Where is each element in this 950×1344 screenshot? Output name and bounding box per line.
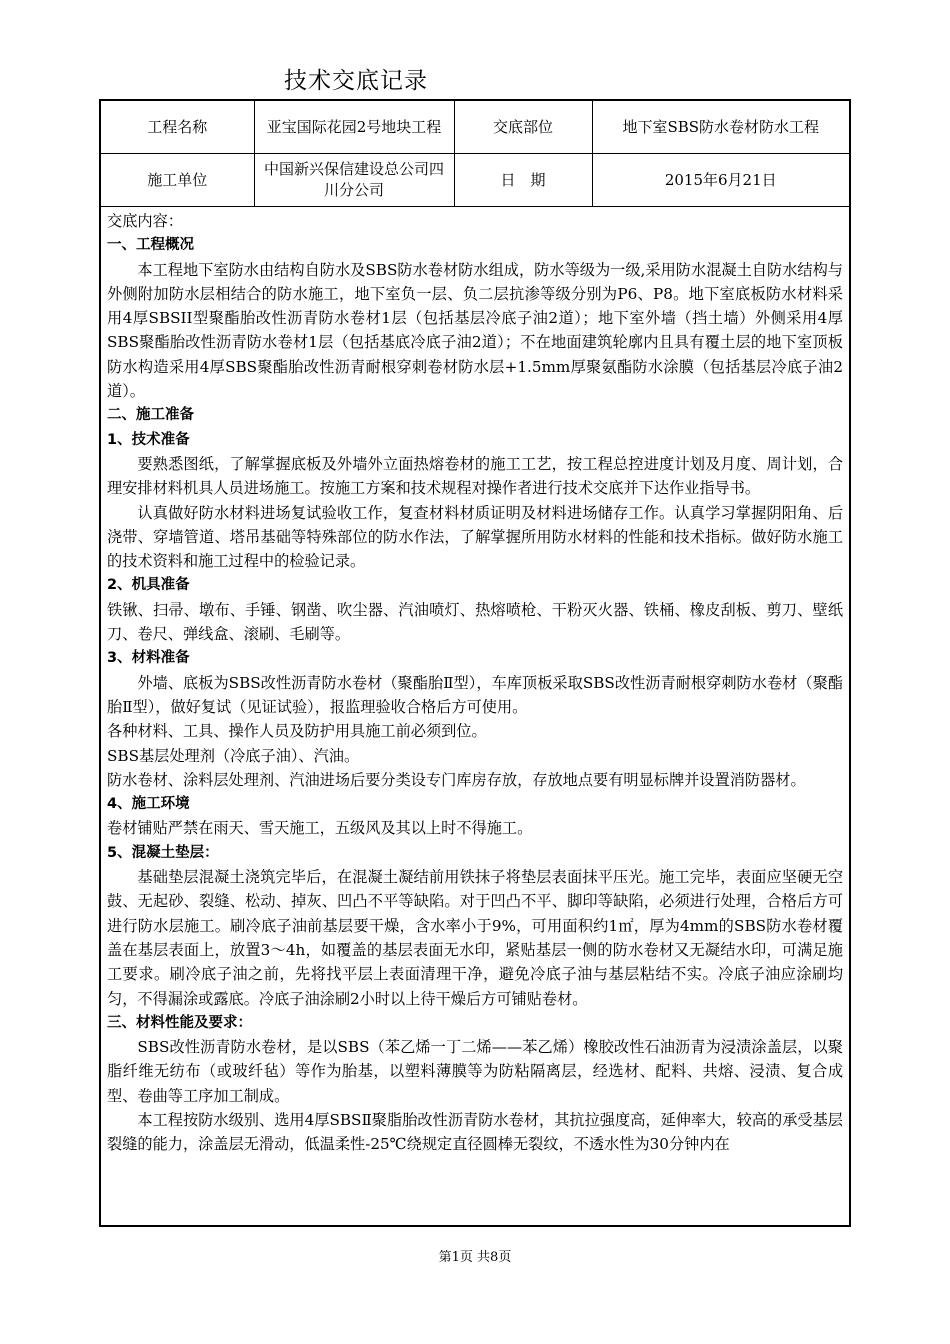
page-footer: 第1页 共8页 <box>438 1250 512 1265</box>
header-row <box>101 101 849 154</box>
paragraph: 要熟悉图纸，了解掌握底板及外墙外立面热熔卷材的施工工艺，按工程总控进度计划及月度、周计划，合理安排材料机具人员进场施工。按施工方案和技术规程对操作者进行技术交底并下达作业指导书。 <box>107 454 843 498</box>
briefing-content <box>101 207 849 1157</box>
contractor-value: 中国新兴保信建设总公司四川分公司 <box>254 154 454 207</box>
contractor-label: 施工单位 <box>101 154 254 207</box>
paragraph: 卷材铺贴严禁在雨天、雪天施工，五级风及其以上时不得施工。 <box>107 819 533 838</box>
paragraph: SBS改性沥青防水卷材，是以SBS（苯乙烯一丁二烯——苯乙烯）橡胶改性石油沥青为浸渍涂盖层，以聚脂纤维无纺布（或玻纤毡）等作为胎基，以塑料薄膜等为防粘隔离层，经选材、配料、共熔、浸渍、复合成型、卷曲等工序加工制成。 <box>107 1038 843 1105</box>
section-heading: 三、材料性能及要求： <box>107 1014 252 1031</box>
location-label: 交底部位 <box>454 101 592 154</box>
content-intro: 交底内容： <box>107 212 183 230</box>
subsection-heading: 3、材料准备 <box>107 650 190 667</box>
record-sheet <box>99 99 851 1227</box>
paragraph: 外墙、底板为SBS改性沥青防水卷材（聚酯胎Ⅱ型），车库顶板采取SBS改性沥青耐根穿刺防水卷材（聚酯胎Ⅱ型），做好复试（见证试验），报监理验收合格后方可使用。 <box>107 673 843 716</box>
paragraph: 基础垫层混凝土浇筑完毕后，在混凝土凝结前用铁抹子将垫层表面抹平压光。施工完毕，表面应坚硬无空鼓、无起砂、裂缝、松动、掉灰、凹凸不平等缺陷。对于凹凸不平、脚印等缺陷，必须进行处理，合格后方可进行防水层施工。刷冷底子油前基层要干燥，含水率小于9%，可用面积约1㎡，厚为4mm的SBS防水卷材覆盖在基层表面上，放置3～4h，如覆盖的基层表面无水印，紧贴基层一侧的防水卷材又无凝结水印，可满足施工要求。刷冷底子油之前，先将找平层上表面清理干净，避免冷底子油与基层粘结不实。冷底子油应涂刷均匀，不得漏涂或露底。冷底子油涂刷2小时以上待干燥后方可铺贴卷材。 <box>107 868 843 1008</box>
paragraph: SBS基层处理剂（冷底子油）、汽油。 <box>107 746 360 765</box>
header-table <box>101 101 849 207</box>
paragraph: 防水卷材、涂料层处理剂、汽油进场后要分类设专门库房存放，存放地点要有明显标牌并设置消防器材。 <box>107 770 806 789</box>
paragraph: 本工程地下室防水由结构自防水及SBS防水卷材防水组成，防水等级为一级,采用防水混凝土自防水结构与外侧附加防水层相结合的防水施工，地下室负一层、负二层抗渗等级分别为P6、P8。地下室底板防水材料采用4厚SBSII型聚酯胎改性沥青防水卷材1层（包括基层冷底子油2道）；地下室外墙（挡土墙）外侧采用4厚SBS聚酯胎改性沥青防水卷材1层（包括基底冷底子油2道）；不在地面建筑轮廓内且具有覆土层的地下室顶板防水构造采用4厚SBS聚酯胎改性沥青耐根穿刺卷材防水层+1.5mm厚聚氨酯防水涂膜（包括基层冷底子油2道）。 <box>107 260 843 401</box>
project-name-value: 亚宝国际花园2号地块工程 <box>254 101 454 154</box>
paragraph: 本工程按防水级别、选用4厚SBSⅡ聚脂胎改性沥青防水卷材，其抗拉强度高，延伸率大，较高的承受基层裂缝的能力，涂盖层无滑动，低温柔性-25℃绕规定直径圆棒无裂纹，不透水性为30分钟内在 <box>107 1110 843 1154</box>
section-heading: 一、工程概况 <box>107 237 194 254</box>
header-row <box>101 154 849 207</box>
date-value: 2015年6月21日 <box>592 154 849 207</box>
section-heading: 二、施工准备 <box>107 407 194 424</box>
subsection-heading: 5、混凝土垫层： <box>107 844 219 861</box>
location-value: 地下室SBS防水卷材防水工程 <box>592 101 849 154</box>
paragraph: 各种材料、工具、操作人员及防护用具施工前必须到位。 <box>107 722 487 741</box>
subsection-heading: 4、施工环境 <box>107 796 190 813</box>
date-label: 日 期 <box>454 154 592 207</box>
document-title: 技术交底记录 <box>284 68 428 94</box>
paragraph: 铁锹、扫帚、墩布、手锤、钢凿、吹尘器、汽油喷灯、热熔喷枪、干粉灭火器、铁桶、橡皮刮板、剪刀、壁纸刀、卷尺、弹线盒、滚刷、毛刷等。 <box>107 600 843 644</box>
paragraph: 认真做好防水材料进场复试验收工作，复查材料材质证明及材料进场储存工作。认真学习掌握阴阳角、后浇带、穿墙管道、塔吊基础等特殊部位的防水作法，了解掌握所用防水材料的性能和技术指标。做好防水施工的技术资料和施工过程中的检验记录。 <box>107 503 843 571</box>
subsection-heading: 1、技术准备 <box>107 431 190 448</box>
project-name-label: 工程名称 <box>101 101 254 154</box>
subsection-heading: 2、机具准备 <box>107 577 190 594</box>
